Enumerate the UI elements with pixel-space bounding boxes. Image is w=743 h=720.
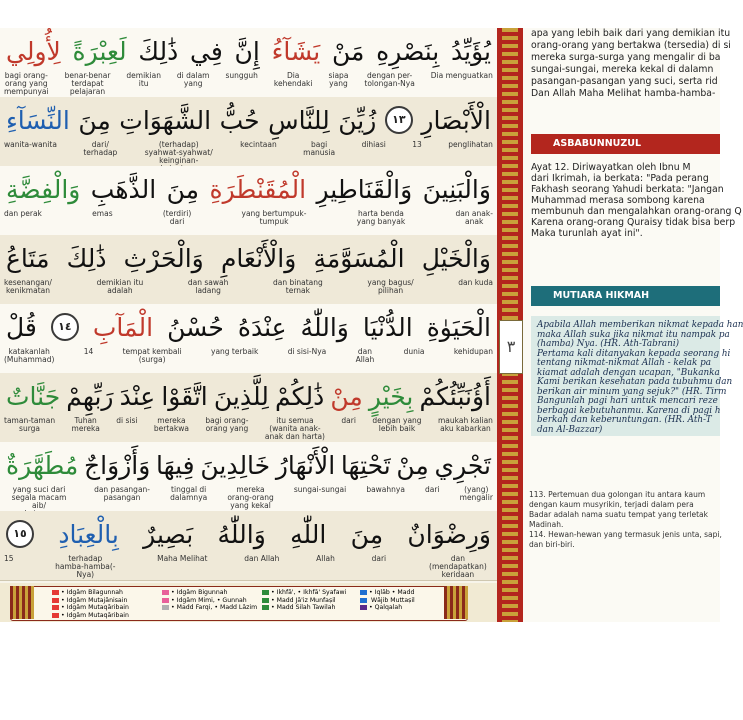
word-translation: Maha Melihat: [157, 554, 208, 563]
ayah-row: [0, 442, 497, 512]
word-translation: dihiasi: [361, 140, 386, 149]
arabic-word: لَعِبْرَةً: [72, 36, 127, 66]
word-translation: terhadap hamba-hamba(-Nya): [55, 554, 116, 579]
word-translation: 15: [4, 554, 14, 563]
legend-swatch: [360, 598, 367, 603]
word-translation: yang bagus/ pilihan: [367, 278, 414, 295]
arabic-word: الدُّنْيَا: [362, 312, 413, 342]
arabic-word: وَاللّٰهُ: [300, 312, 349, 342]
word-translation: itu semua (wanita anak- anak dan harta): [264, 416, 325, 441]
arabic-word: يُؤَيِّدُ: [451, 36, 491, 66]
word-translation: dan sawah ladang: [187, 278, 229, 295]
ayah-row: [0, 28, 497, 98]
hikmah-line: maka Allah suka jika nikmat itu nampak pa: [537, 329, 730, 340]
arabic-word: وَالْأَنْعَامِ: [220, 243, 297, 273]
arabic-word: زُيِّنَ: [338, 105, 377, 135]
arabic-word: ذَٰلِكُمْ: [275, 381, 325, 411]
word-translation: dari: [371, 554, 387, 563]
arabic-word: وَالْقَنَاطِيرِ: [316, 174, 413, 204]
translation-line: Dan Allah Maha Melihat hamba-hamba-: [531, 88, 716, 99]
asbabunnuzul-line: membunuh dan mengalahkan orang-orang Q: [531, 206, 742, 217]
word-translation: Dia kehendaki: [273, 71, 313, 88]
arabic-word: الْحَيَوٰةِ: [426, 312, 491, 342]
arabic-word: الْمَآبِ: [92, 312, 154, 342]
word-translation: dari: [425, 485, 440, 494]
arabic-word: بِخَيْرٍ: [368, 381, 414, 411]
hikmah-line: Apabila Allah memberikan nikmat kepada han: [537, 320, 743, 330]
arabic-words: [0, 32, 497, 70]
legend-swatch: [262, 605, 269, 610]
arabic-word: جَنَّاتٌ: [6, 381, 61, 411]
word-translation: siapa yang: [328, 71, 349, 88]
word-translation: bagi orang- orang yang mempunyai: [4, 71, 49, 96]
arabic-word: الذَّهَبِ: [90, 174, 157, 204]
ayah-row: [0, 373, 497, 443]
arabic-word: مِنَ: [78, 105, 111, 135]
hikmah-line: Kami berikan kesehatan pada tubuhmu dan: [537, 377, 733, 387]
arabic-word: وَالْفِضَّةِ: [6, 174, 81, 204]
word-translation: dengan per- tolongan-Nya: [364, 71, 415, 88]
word-translations: [0, 348, 497, 374]
word-translation: 13: [412, 140, 422, 149]
legend-label: • Idgām Mutajānisain: [61, 596, 128, 604]
word-translation: emas: [92, 209, 113, 218]
arabic-word: أَؤُنَبِّئُكُمْ: [419, 381, 491, 411]
arabic-words: [0, 101, 497, 139]
word-translation: tinggal di dalamnya: [170, 485, 208, 502]
word-translation: demikian itu: [126, 71, 161, 88]
word-translation: wanita-wanita: [4, 140, 57, 149]
word-translation: bagi manusia: [303, 140, 336, 157]
word-translation: yang terbaik: [211, 347, 259, 356]
legend-label: • Madd Farqi, • Madd Lāzim: [171, 604, 258, 612]
asbabunnuzul-line: Ayat 12. Diriwayatkan oleh Ibnu M: [531, 162, 691, 173]
arabic-word: فِي: [190, 36, 223, 66]
arabic-word: مِنَ: [350, 519, 384, 549]
word-translation: bawahnya: [366, 485, 405, 494]
word-translation: yang bertumpuk- tumpuk: [241, 209, 307, 226]
word-translation: dan anak- anak: [455, 209, 493, 226]
word-translation: katakanlah (Muhammad): [4, 347, 55, 364]
word-translation: Tuhan mereka: [71, 416, 100, 433]
legend-swatch: [52, 613, 59, 618]
word-translation: kecintaan: [240, 140, 277, 149]
asbabunnuzul-line: Fakhash seorang Yahudi berkata: "Jangan: [531, 184, 724, 195]
arabic-word: اتَّقَوْا: [161, 381, 208, 411]
quran-text-area: [0, 28, 497, 583]
arabic-word: وَاللّٰهُ: [217, 519, 266, 549]
arabic-word: وَالْحَرْثِ: [123, 243, 204, 273]
word-translation: dan Allah: [244, 554, 280, 563]
word-translations: [0, 279, 497, 305]
mutiara-hikmah-heading: MUTIARA HIKMAH: [531, 286, 720, 306]
arabic-words: [0, 446, 497, 484]
legend-label: • Idgām Bilagunnah: [61, 589, 123, 596]
asbabunnuzul-heading: ASBABUNNUZUL: [531, 134, 720, 154]
legend-swatch: [52, 605, 59, 610]
hikmah-line: kiamat adalah dengan ucapan, "Bukanka: [537, 367, 720, 378]
ayah-row: [0, 511, 497, 581]
arabic-word: لِلَّذِينَ: [213, 381, 269, 411]
word-translation: (terhadap) syahwat-syahwat/ keinginan-: [144, 140, 213, 165]
juz-tab: ٣: [499, 320, 523, 374]
arabic-words: [0, 239, 497, 277]
arabic-word: ذَٰلِكَ: [138, 36, 179, 66]
arabic-word: مَتَاعُ: [6, 243, 50, 273]
arabic-word: اللّٰهِ: [290, 519, 327, 549]
arabic-word: خَالِدِينَ: [200, 450, 271, 480]
legend-item: [162, 604, 257, 612]
legend-label: • Madd Silah Tawilah: [271, 604, 336, 612]
ayah-row: [0, 304, 497, 374]
word-translation: di dalam yang: [176, 71, 210, 88]
legend-item: [262, 604, 335, 612]
arabic-word: بِنَصْرِهِ: [376, 36, 440, 66]
hikmah-line: berikan air minum yang sejuk?" (HR. Tirm: [537, 386, 727, 397]
arabic-words: [0, 377, 497, 415]
asbabunnuzul-line: Muhammad merasa sombong karena: [531, 195, 705, 206]
arabic-word: مِنْ: [396, 450, 429, 480]
ornamental-divider: [497, 28, 523, 622]
word-translations: [0, 486, 497, 512]
arabic-word: وَرِضْوَانٌ: [407, 519, 491, 549]
legend-label: • Idgām Mimi, • Gunnah: [171, 596, 247, 604]
ayah-number-marker: ١٥: [6, 520, 34, 548]
hikmah-line: berkah dan keberuntungan. (HR. Ath-T: [537, 415, 712, 425]
word-translation: maukah kalian aku kabarkan: [438, 416, 493, 433]
arabic-word: الْأَنْهَارُ: [275, 450, 336, 480]
legend-label: • Idgām Mutaqāribain: [61, 611, 129, 619]
word-translation: (yang) mengalir: [459, 485, 493, 502]
arabic-word: عِنْدَهُ: [237, 312, 287, 342]
arabic-word: وَالْخَيْلِ: [421, 243, 491, 273]
word-translation: penglihatan: [448, 140, 493, 149]
arabic-word: ذَٰلِكَ: [66, 243, 107, 273]
legend-swatch: [52, 598, 59, 603]
arabic-word: الْمُقَنْطَرَةِ: [209, 174, 307, 204]
legend-swatch: [360, 605, 367, 610]
arabic-word: النِّسَآءِ: [6, 105, 70, 135]
word-translation: dengan yang lebih baik: [372, 416, 422, 433]
hikmah-line: dan Al-Bazzar): [537, 424, 603, 435]
legend-swatch: [52, 590, 59, 595]
translation-line: orang-orang yang bertakwa (tersedia) di si: [531, 40, 731, 51]
arabic-word: بِالْعِبَادِ: [58, 519, 119, 549]
ayah-row: [0, 166, 497, 236]
ayah-row: [0, 235, 497, 305]
word-translation: demikian itu adalah: [96, 278, 144, 295]
word-translation: sungai-sungai: [293, 485, 347, 494]
word-translation: dan (mendapatkan) keridaan: [429, 554, 487, 579]
footnote-line: 114. Hewan-hewan yang termasuk jenis unta, sapi,: [529, 530, 722, 539]
word-translation: Allah: [316, 554, 335, 563]
ayah-row: [0, 97, 497, 167]
legend-swatch: [262, 598, 269, 603]
word-translation: mereka orang-orang yang kekal: [227, 485, 274, 510]
word-translation: yang suci dari segala macam aib/: [11, 485, 67, 510]
legend-swatch: [360, 590, 367, 595]
word-translation: dunia: [403, 347, 425, 356]
word-translation: dan kuda: [458, 278, 493, 287]
asbabunnuzul-line: dari Ikrimah, ia berkata: "Pada perang: [531, 173, 709, 184]
arabic-word: تَجْرِي: [434, 450, 491, 480]
arabic-words: [0, 515, 497, 553]
word-translations: [0, 417, 497, 443]
word-translation: (terdiri) dari: [162, 209, 192, 226]
mushaf-page: [0, 28, 743, 622]
footnote-line: Madinah.: [529, 520, 564, 529]
ayah-number-marker: ١٤: [51, 313, 79, 341]
commentary-panel: [523, 28, 743, 622]
legend-item: [360, 604, 402, 612]
word-translations: [0, 141, 497, 167]
word-translation: dari/ terhadap: [83, 140, 118, 157]
arabic-word: حُسْنُ: [167, 312, 224, 342]
word-translation: bagi orang- orang yang: [205, 416, 249, 433]
legend-label: • Madd Jā'iz Munfaṣil: [271, 596, 336, 604]
legend-ornament-right: [444, 586, 468, 619]
arabic-word: لِأُولِي: [6, 36, 61, 66]
word-translation: tempat kembali (surga): [122, 347, 182, 364]
arabic-word: قُلْ: [6, 312, 37, 342]
arabic-word: فِيهَا: [155, 450, 195, 480]
legend-swatch: [162, 598, 169, 603]
word-translation: dan Allah: [355, 347, 375, 364]
arabic-word: تَحْتِهَا: [340, 450, 391, 480]
arabic-word: مِنْ: [330, 381, 363, 411]
legend-swatch: [262, 590, 269, 595]
translation-line: apa yang lebih baik dari yang demikian itu: [531, 28, 731, 39]
hikmah-line: (hamba) Nya. (HR. Ath-Tabrani): [537, 339, 680, 349]
word-translation: Dia menguatkan: [430, 71, 493, 80]
word-translations: [0, 555, 497, 581]
arabic-word: يَشَآءُ: [271, 36, 321, 66]
word-translation: benar-benar terdapat pelajaran: [64, 71, 111, 96]
translation-line: sungai-sungai, mereka kekal di dalamn: [531, 64, 714, 75]
footnote-line: 113. Pertemuan dua golongan itu antara kaum: [529, 490, 706, 499]
translation-line: pasangan-pasangan yang suci, serta rid: [531, 76, 718, 87]
arabic-word: الْأَبْصَارِ: [421, 105, 491, 135]
arabic-word: رَبِّهِمْ: [66, 381, 114, 411]
legend-swatch: [162, 590, 169, 595]
arabic-word: مِنَ: [166, 174, 200, 204]
legend-item: [52, 612, 129, 620]
word-translation: di sisi-Nya: [287, 347, 327, 356]
legend-label: • Idgām Bigunnah: [171, 589, 228, 596]
tajwid-legend: [0, 583, 497, 622]
ayah-number-marker: ١٣: [385, 106, 413, 134]
hikmah-line: tentang nikmat-nikmat Allah - kelak pa: [537, 358, 711, 368]
legend-ornament-left: [10, 586, 34, 619]
word-translation: sungguh: [225, 71, 258, 80]
arabic-word: مَنْ: [332, 36, 365, 66]
word-translation: di sisi: [116, 416, 138, 425]
arabic-word: وَأَزْوَاجٌ: [84, 450, 151, 480]
legend-label: • Iqlāb • Madd: [369, 589, 415, 596]
word-translation: kesenangan/ kenikmatan: [4, 278, 52, 295]
footnote-line: dan biri-biri.: [529, 540, 575, 549]
hikmah-line: berbagai kebutuhanmu. Karena di pagi h: [537, 405, 721, 416]
word-translation: 14: [83, 347, 94, 356]
word-translation: harta benda yang banyak: [356, 209, 406, 226]
asbabunnuzul-line: Maka turunlah ayat ini".: [531, 228, 643, 239]
word-translation: dan binatang ternak: [273, 278, 323, 295]
footnote-line: dengan kaum musyrikin, terjadi dalam pera: [529, 500, 694, 509]
arabic-word: لِلنَّاسِ: [268, 105, 330, 135]
word-translation: dari: [341, 416, 356, 425]
arabic-words: [0, 308, 497, 346]
word-translation: mereka bertakwa: [153, 416, 189, 433]
word-translation: kehidupan: [453, 347, 493, 356]
arabic-word: عِنْدَ: [119, 381, 156, 411]
arabic-words: [0, 170, 497, 208]
word-translations: [0, 72, 497, 98]
legend-swatch: [162, 605, 169, 610]
arabic-word: الْمُسَوَّمَةِ: [313, 243, 405, 273]
legend-label: • Ikhfā', • Ikhfā' Syafawi: [271, 589, 347, 596]
arabic-word: بَصِيرٌ: [143, 519, 194, 549]
translation-line: mereka surga-surga yang mengalir di ba: [531, 52, 721, 63]
hikmah-line: Pertama kali ditanyakan kepada seorang hi: [537, 348, 731, 359]
arabic-word: حُبُّ: [219, 105, 260, 135]
arabic-word: الشَّهَوَاتِ: [119, 105, 212, 135]
word-translations: [0, 210, 497, 236]
word-translation: dan perak: [4, 209, 42, 218]
word-translation: taman-taman surga: [4, 416, 56, 433]
hikmah-line: Bangunlah pagi hari untuk mencari reze: [537, 396, 718, 406]
legend-label: • Qalqalah: [369, 604, 403, 612]
footnote-line: Badar adalah nama suatu tempat yang terletak: [529, 510, 708, 519]
legend-label: • Idgām Mutaqāribain: [61, 604, 129, 612]
arabic-word: إِنَّ: [234, 36, 260, 66]
word-translation: dan pasangan- pasangan: [94, 485, 151, 502]
arabic-word: وَالْبَنِينَ: [422, 174, 491, 204]
asbabunnuzul-line: Karena orang-orang Quraisy tidak bisa berp: [531, 217, 736, 228]
legend-label: Wājib Muttaṣil: [369, 596, 415, 604]
mutiara-hikmah-box: [531, 316, 743, 436]
arabic-word: مُطَهَّرَةٌ: [6, 450, 79, 480]
